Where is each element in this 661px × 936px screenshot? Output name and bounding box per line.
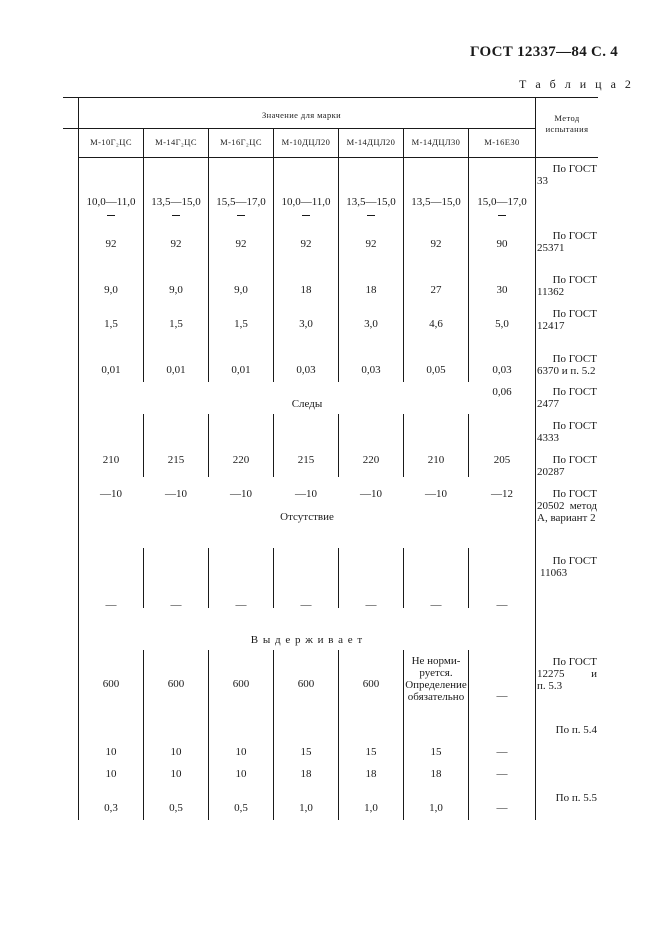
method-line: А, вариант 2 (537, 512, 596, 524)
cell: —10 (230, 488, 252, 500)
cell: 0,03 (361, 364, 381, 376)
cell: 3,0 (364, 318, 378, 330)
body-separator (143, 414, 144, 477)
method-line: По ГОСТ (552, 420, 597, 432)
method-line: По ГОСТ (552, 555, 597, 567)
grade-header: М-10Г₂ЦС (90, 137, 132, 147)
method-gost-11063 (537, 555, 597, 579)
table-label: Т а б л и ц а 2 (519, 77, 634, 91)
underline-mark (237, 215, 245, 216)
cell: — (300, 599, 312, 611)
cell: —10 (100, 488, 122, 500)
cell: 15 (300, 746, 312, 758)
cell: 215 (297, 454, 315, 466)
cell: 205 (493, 454, 511, 466)
cell: 0,03 (296, 364, 316, 376)
cell: 27 (430, 284, 442, 296)
grade-header: М-14ДЦЛ30 (411, 137, 461, 147)
method-gost-12275 (537, 656, 597, 692)
cell: —10 (360, 488, 382, 500)
note-line: обязательно (407, 691, 465, 703)
method-line: По ГОСТ (552, 230, 597, 242)
method-title: Метод испытания (545, 113, 589, 134)
method-line: 11362 (537, 286, 565, 298)
cell: 1,5 (169, 318, 183, 330)
cell: 0,01 (166, 364, 186, 376)
cell: 600 (167, 678, 185, 690)
cell: 18 (365, 284, 377, 296)
grade-header: М-16Г₂ЦС (220, 137, 262, 147)
group-title: Значение для марки (262, 110, 342, 120)
cell: 90 (496, 238, 508, 250)
cell: — (105, 599, 117, 611)
cell: — (430, 599, 442, 611)
method-p-5-4: По п. 5.4 (555, 724, 597, 736)
body-separator (208, 548, 209, 608)
body-separator (403, 548, 404, 608)
cell: 210 (102, 454, 120, 466)
method-gost-12417 (537, 308, 597, 332)
method-line: 20502 метод (537, 500, 597, 512)
cell: 15,0—17,0 (477, 196, 527, 208)
cell: 215 (167, 454, 185, 466)
cell: 10,0—11,0 (86, 196, 136, 208)
body-separator (273, 548, 274, 608)
cell: 1,5 (104, 318, 118, 330)
grade-header: М-10ДЦЛ20 (281, 137, 331, 147)
cell: 92 (105, 238, 117, 250)
cell: 13,5—15,0 (151, 196, 201, 208)
cell: 10 (105, 768, 117, 780)
cell: 1,5 (234, 318, 248, 330)
method-line: 11063 (540, 567, 568, 579)
cell: — (235, 599, 247, 611)
note-not-normed (403, 655, 469, 703)
cell: 9,0 (234, 284, 248, 296)
grade-header: М-14ДЦЛ20 (346, 137, 396, 147)
cell: 600 (232, 678, 250, 690)
cell: 18 (300, 284, 312, 296)
method-line: По ГОСТ (552, 353, 597, 365)
cell: — (170, 599, 182, 611)
grade-header: М-16Е30 (484, 137, 520, 147)
cell: 92 (300, 238, 312, 250)
cell: 10 (235, 746, 247, 758)
body-separator (468, 157, 469, 382)
body-separator (338, 650, 339, 820)
method-line: По ГОСТ (552, 454, 597, 466)
body-separator (143, 548, 144, 608)
body-separator (468, 414, 469, 477)
method-line: 12417 (537, 320, 565, 332)
cell: 13,5—15,0 (346, 196, 396, 208)
cell: 0,03 (492, 364, 512, 376)
cell: 1,0 (364, 802, 378, 814)
cell: — (496, 802, 508, 814)
cell: —10 (425, 488, 447, 500)
method-line: 25371 (537, 242, 565, 254)
table-top-border (63, 97, 598, 98)
method-line: По ГОСТ (552, 656, 597, 668)
method-gost-33 (537, 163, 597, 187)
method-gost-25371 (537, 230, 597, 254)
body-separator (273, 157, 274, 382)
body-separator (403, 157, 404, 382)
method-line: 12275 и (537, 668, 597, 680)
page-header: ГОСТ 12337—84 С. 4 (470, 44, 619, 60)
cell: 0,01 (101, 364, 121, 376)
span-text-sledy: Следы (291, 398, 323, 410)
cell: —10 (295, 488, 317, 500)
cell: — (496, 599, 508, 611)
method-line: 33 (537, 175, 548, 187)
cell: — (496, 690, 508, 702)
grade-header: М-14Г₂ЦС (155, 137, 197, 147)
cell: 0,05 (426, 364, 446, 376)
cell: 18 (430, 768, 442, 780)
underline-mark (107, 215, 115, 216)
cell: 220 (362, 454, 380, 466)
underline-mark (302, 215, 310, 216)
method-line: По ГОСТ (552, 488, 597, 500)
body-separator (273, 650, 274, 820)
cell: 0,01 (231, 364, 251, 376)
cell: 10 (105, 746, 117, 758)
cell: 0,3 (104, 802, 118, 814)
cell: 210 (427, 454, 445, 466)
method-gost-2477 (537, 386, 597, 410)
method-line: 6370 и п. 5.2 (537, 365, 596, 377)
cell: 92 (430, 238, 442, 250)
cell: 15,5—17,0 (216, 196, 266, 208)
cell: 9,0 (104, 284, 118, 296)
method-line: 4333 (537, 432, 559, 444)
cell: 600 (102, 678, 120, 690)
cell: 0,5 (234, 802, 248, 814)
cell: 9,0 (169, 284, 183, 296)
header-divider (63, 128, 535, 129)
cell: 600 (362, 678, 380, 690)
cell: 15 (430, 746, 442, 758)
body-separator (338, 157, 339, 382)
cell: 220 (232, 454, 250, 466)
body-separator (208, 650, 209, 820)
cell: — (496, 746, 508, 758)
method-line: По ГОСТ (552, 163, 597, 175)
method-line: По ГОСТ (552, 274, 597, 286)
cell: 4,6 (429, 318, 443, 330)
cell: —12 (491, 488, 513, 500)
cell: 92 (365, 238, 377, 250)
method-gost-11362 (537, 274, 597, 298)
method-line: 20287 (537, 466, 565, 478)
method-line: По ГОСТ (552, 308, 597, 320)
note-line: Определение (405, 679, 467, 691)
method-gost-20287 (537, 454, 597, 478)
body-separator (468, 548, 469, 608)
underline-mark (498, 215, 506, 216)
body-separator (338, 414, 339, 477)
method-gost-4333 (537, 420, 597, 444)
cell: 92 (170, 238, 182, 250)
underline-mark (367, 215, 375, 216)
cell: 0,06 (492, 386, 512, 398)
cell: 92 (235, 238, 247, 250)
cell: 1,0 (299, 802, 313, 814)
body-separator (143, 650, 144, 820)
span-text-vyderzhivaet: В ы д е р ж и в а е т (250, 634, 364, 646)
cell: 10 (170, 746, 182, 758)
method-gost-6370 (537, 353, 597, 377)
body-separator (273, 414, 274, 477)
cell: 13,5—15,0 (411, 196, 461, 208)
cell: — (365, 599, 377, 611)
cell: 600 (297, 678, 315, 690)
left-column-border (78, 97, 79, 820)
cell: 0,5 (169, 802, 183, 814)
body-separator (338, 548, 339, 608)
underline-mark (172, 215, 180, 216)
cell: —10 (165, 488, 187, 500)
method-p-5-5: По п. 5.5 (555, 792, 597, 804)
body-separator (143, 157, 144, 382)
span-text-otsutstvie: Отсутствие (280, 511, 334, 523)
cell: 18 (365, 768, 377, 780)
cell: 18 (300, 768, 312, 780)
method-line: 2477 (537, 398, 559, 410)
cell: — (496, 768, 508, 780)
cell: 10 (235, 768, 247, 780)
body-separator (403, 414, 404, 477)
body-separator (208, 157, 209, 382)
note-line: руется. (419, 667, 453, 679)
cell: 10,0—11,0 (281, 196, 331, 208)
note-line: Не норми- (411, 655, 461, 667)
method-gost-20502 (537, 488, 597, 524)
cell: 1,0 (429, 802, 443, 814)
cell: 30 (496, 284, 508, 296)
body-separator (208, 414, 209, 477)
cell: 5,0 (495, 318, 509, 330)
cell: 3,0 (299, 318, 313, 330)
method-column-border (535, 97, 536, 820)
method-line: п. 5.3 (537, 680, 563, 692)
cell: 15 (365, 746, 377, 758)
cell: 10 (170, 768, 182, 780)
method-line: По ГОСТ (552, 386, 597, 398)
